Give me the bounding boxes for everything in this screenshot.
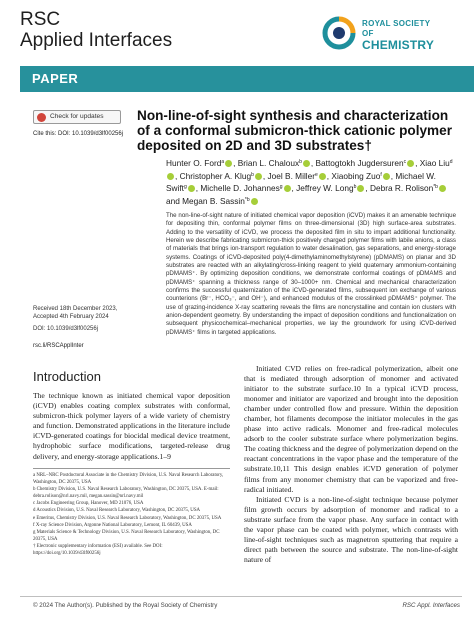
author-affiliation: b bbox=[299, 159, 302, 165]
author-name[interactable]: Brian L. Chaloux bbox=[237, 158, 300, 168]
orcid-icon[interactable] bbox=[383, 173, 390, 180]
cite-line: Cite this: DOI: 10.1039/d3lf00256j bbox=[33, 131, 124, 137]
crossmark-icon bbox=[37, 113, 46, 122]
journal-site-link[interactable]: rsc.li/RSCApplInter bbox=[33, 343, 84, 349]
body-paragraph: Initiated CVD relies on free-radical polymerization, albeit one that is mediated through adsorption of monomer and activated initiator to the substrate surface.10 In a typical iCVD process, monomer and initiator are vaporized and brought into the deposition chamber under controlled flow and pressure. Within the deposition chamber, hot filaments decompose the initiator molecules in the gas phase into active radicals. Monomer and free-radical molecules adsorb to the cooler substrate surface where polymerization begins. The coating thickness and the degree of polymerization depend on the reactant concentrations in the vapor phase and the temperature of the substrate.10,11 This design enables iCVD generation of polymer films from any monomer chemistry that can be vaporized and free-radical initiated. bbox=[244, 364, 458, 494]
footnotes bbox=[33, 468, 230, 557]
author-affiliation: b bbox=[251, 171, 254, 178]
received-date: Received 18th December 2023, bbox=[33, 306, 118, 312]
author-name[interactable]: Xiaobing Zuo bbox=[331, 170, 381, 181]
orcid-icon[interactable] bbox=[407, 160, 414, 167]
author-list: Hunter O. Ford$^a$ , Brian L. Chaloux$^b$ , Battogtokh Jugdersuren$^c$ , Xiao Liu$^d$, Christopher A. Klug$^b$ , Joel B. Miller$^e$ , Xiaobing Zuo$^f$ , Michael W. Swift$^g$ , Michelle D. Johannes$^g$ , Jeffrey W. Long$^b$ , Debra R. Rolison$^{*b}$ and Megan B. Sassin$^{*b}$ bbox=[166, 158, 453, 206]
orcid-icon[interactable] bbox=[251, 198, 258, 205]
author-affiliation: *b bbox=[433, 184, 438, 190]
author-name[interactable]: Battogtokh Jugdersuren bbox=[315, 158, 404, 168]
logo-line2: OF bbox=[362, 29, 374, 38]
rsc-ring-icon bbox=[322, 16, 356, 50]
author-affiliation: b bbox=[353, 184, 357, 190]
footnote: † Electronic supplementary information (ESI) available. See DOI: https://doi.org/10.1039/d3lf00256j bbox=[33, 543, 163, 557]
author-affiliation: a bbox=[221, 159, 225, 165]
check-for-updates-button[interactable] bbox=[33, 110, 121, 124]
author-affiliation: d bbox=[449, 159, 453, 165]
journal-title bbox=[20, 10, 172, 51]
footnote: e Emeritus, Chemistry Division, U.S. Naval Research Laboratory, Washington, DC 20375, USA bbox=[33, 515, 222, 521]
body-paragraph: Initiated CVD is a non-line-of-sight technique because polymer film growth occurs by adsorption of monomer and radical to a substrate surface from the vapor phase. Any surface in contact with the vapor phase can be coated with polymer, which contrasts with line-of-sight techniques such as magnetron sputtering that require a direct path between the source and substrate. The non-line-of-sight nature of bbox=[244, 494, 458, 564]
orcid-icon[interactable] bbox=[188, 185, 195, 192]
author-name[interactable]: Christopher A. Klug bbox=[179, 170, 252, 181]
orcid-icon[interactable] bbox=[439, 185, 446, 192]
logo-line1: ROYAL SOCIETY bbox=[362, 19, 431, 28]
accepted-date: Accepted 4th February 2024 bbox=[33, 314, 109, 320]
right-column-text bbox=[244, 364, 458, 565]
introduction-heading: Introduction bbox=[33, 369, 101, 384]
orcid-icon[interactable] bbox=[319, 173, 326, 180]
orcid-icon[interactable] bbox=[167, 173, 174, 180]
journal-title-line2: Applied Interfaces bbox=[20, 30, 173, 51]
author-name[interactable]: Xiao Liu bbox=[419, 158, 450, 168]
check-updates-label: Check for updates bbox=[50, 113, 104, 120]
received-accepted-dates bbox=[33, 305, 117, 321]
footnote: c Jacobs Engineering Group, Hanover, MD 21076, USA bbox=[33, 501, 144, 507]
footer-journal: RSC Appl. Interfaces bbox=[402, 602, 460, 609]
orcid-icon[interactable] bbox=[255, 173, 262, 180]
footnote: a NRL–NRC Postdoctoral Associate in the Chemistry Division, U.S. Naval Research Laboratory, Washington, DC 20375, USA bbox=[33, 473, 224, 486]
footer-divider bbox=[20, 596, 462, 597]
article-type-banner bbox=[20, 66, 474, 92]
orcid-icon[interactable] bbox=[357, 185, 364, 192]
article-type: PAPER bbox=[32, 71, 79, 86]
author-name[interactable]: Joel B. Miller bbox=[267, 170, 316, 181]
introduction-text: The technique known as initiated chemical vapor deposition (iCVD) enables coating complex substrates with conformal, submicron-thick polymer layers of a wide variety of chemistry and function. Demonstrated applications in the literature include iCVD-generated coatings for biocidal medical device treatment, hydrophobic surface modifications, targeted-release drug delivery, and energy-storage applications.1–9 bbox=[33, 391, 230, 461]
orcid-icon[interactable] bbox=[303, 160, 310, 167]
doi-line[interactable]: DOI: 10.1039/d3lf00256j bbox=[33, 326, 99, 332]
logo-line3: CHEMISTRY bbox=[362, 38, 435, 52]
journal-title-line1: RSC bbox=[20, 9, 61, 30]
footnote: b Chemistry Division, U.S. Naval Research Laboratory, Washington, DC 20375, USA. E-mail: debra.rolison@nrl.navy.mil, megan.sassin@nrl.navy.mil bbox=[33, 487, 219, 500]
article-title: Non-line-of-sight synthesis and characterization of a conformal submicron-thick cationic polymer deposited on 2D and 3D substrates† bbox=[137, 108, 452, 153]
footnote: d Acoustics Division, U.S. Naval Research Laboratory, Washington, DC 20375, USA bbox=[33, 508, 201, 514]
orcid-icon[interactable] bbox=[225, 160, 232, 167]
footnote: f X-ray Science Division, Argonne National Laboratory, Lemont, IL 60439, USA bbox=[33, 522, 192, 528]
footnote: g Materials Science & Technology Division, U.S. Naval Research Laboratory, Washington, DC 20375, USA bbox=[33, 529, 220, 542]
rsc-logo[interactable] bbox=[322, 14, 462, 54]
author-affiliation: g bbox=[183, 184, 187, 190]
author-affiliation: c bbox=[403, 159, 407, 165]
author-affiliation: *b bbox=[244, 196, 250, 203]
author-name[interactable]: Debra R. Rolison bbox=[370, 183, 434, 193]
author-affiliation: g bbox=[279, 184, 283, 190]
author-name[interactable]: and Megan B. Sassin bbox=[166, 195, 245, 206]
author-name[interactable]: Jeffrey W. Long bbox=[296, 183, 354, 193]
author-name[interactable]: Hunter O. Ford bbox=[166, 158, 222, 168]
author-affiliation: f bbox=[380, 171, 382, 178]
author-name[interactable]: Michael W. Swift bbox=[166, 170, 436, 193]
author-affiliation: e bbox=[315, 171, 318, 178]
author-name[interactable]: Michelle D. Johannes bbox=[200, 183, 280, 193]
abstract: The non-line-of-sight nature of initiated chemical vapor deposition (iCVD) makes it an amenable technique for depositing thin, conformal polymer films on three-dimensional (3D) high surface-area substrates. Adding to the versatility of iCVD, we process the deposited film in situ to impart additional functionality. Herein we describe fabricating submicron-thick positively charged polymer films with labile anions, a class of materials that brings ion-transport regulation to water desalination, gas separations, and energy-storage systems. Coatings of iCVD-deposited poly(4-dimethylaminomethylstyrene) (pDMAMS) on planar and 3D substrates are reacted with an alkylating/cross-linking reagent to yield quaternary ammonium-containing pDMAMS⁺. By optimizing deposition conditions, we demonstrate conformal coatings of pDMAMS and pDMAMS⁺ spanning a thickness range of 30–1000+ nm. Chemical and mechanical characterization confirms the successful quaternization of the iCVD-generated films, subsequent ion exchange of various counterions (Br⁻, HCO₃⁻, and OH⁻), and enhanced modulus of the crosslinked pDMAMS⁺ polymer. The use of grazing-incidence X-ray scattering reveals the films are noncrystalline and contain ion clusters with anion-dependent geometry. By understanding the impact of deposition conditions and functionalization on subsequent physicochemical–mechanical properties, we lay the groundwork for using iCVD-derived pDMAMS⁺ films in targeted applications. bbox=[166, 212, 456, 336]
footer-copyright: © 2024 The Author(s). Published by the Royal Society of Chemistry bbox=[33, 602, 218, 609]
rsc-logo-text bbox=[362, 19, 434, 52]
orcid-icon[interactable] bbox=[284, 185, 291, 192]
